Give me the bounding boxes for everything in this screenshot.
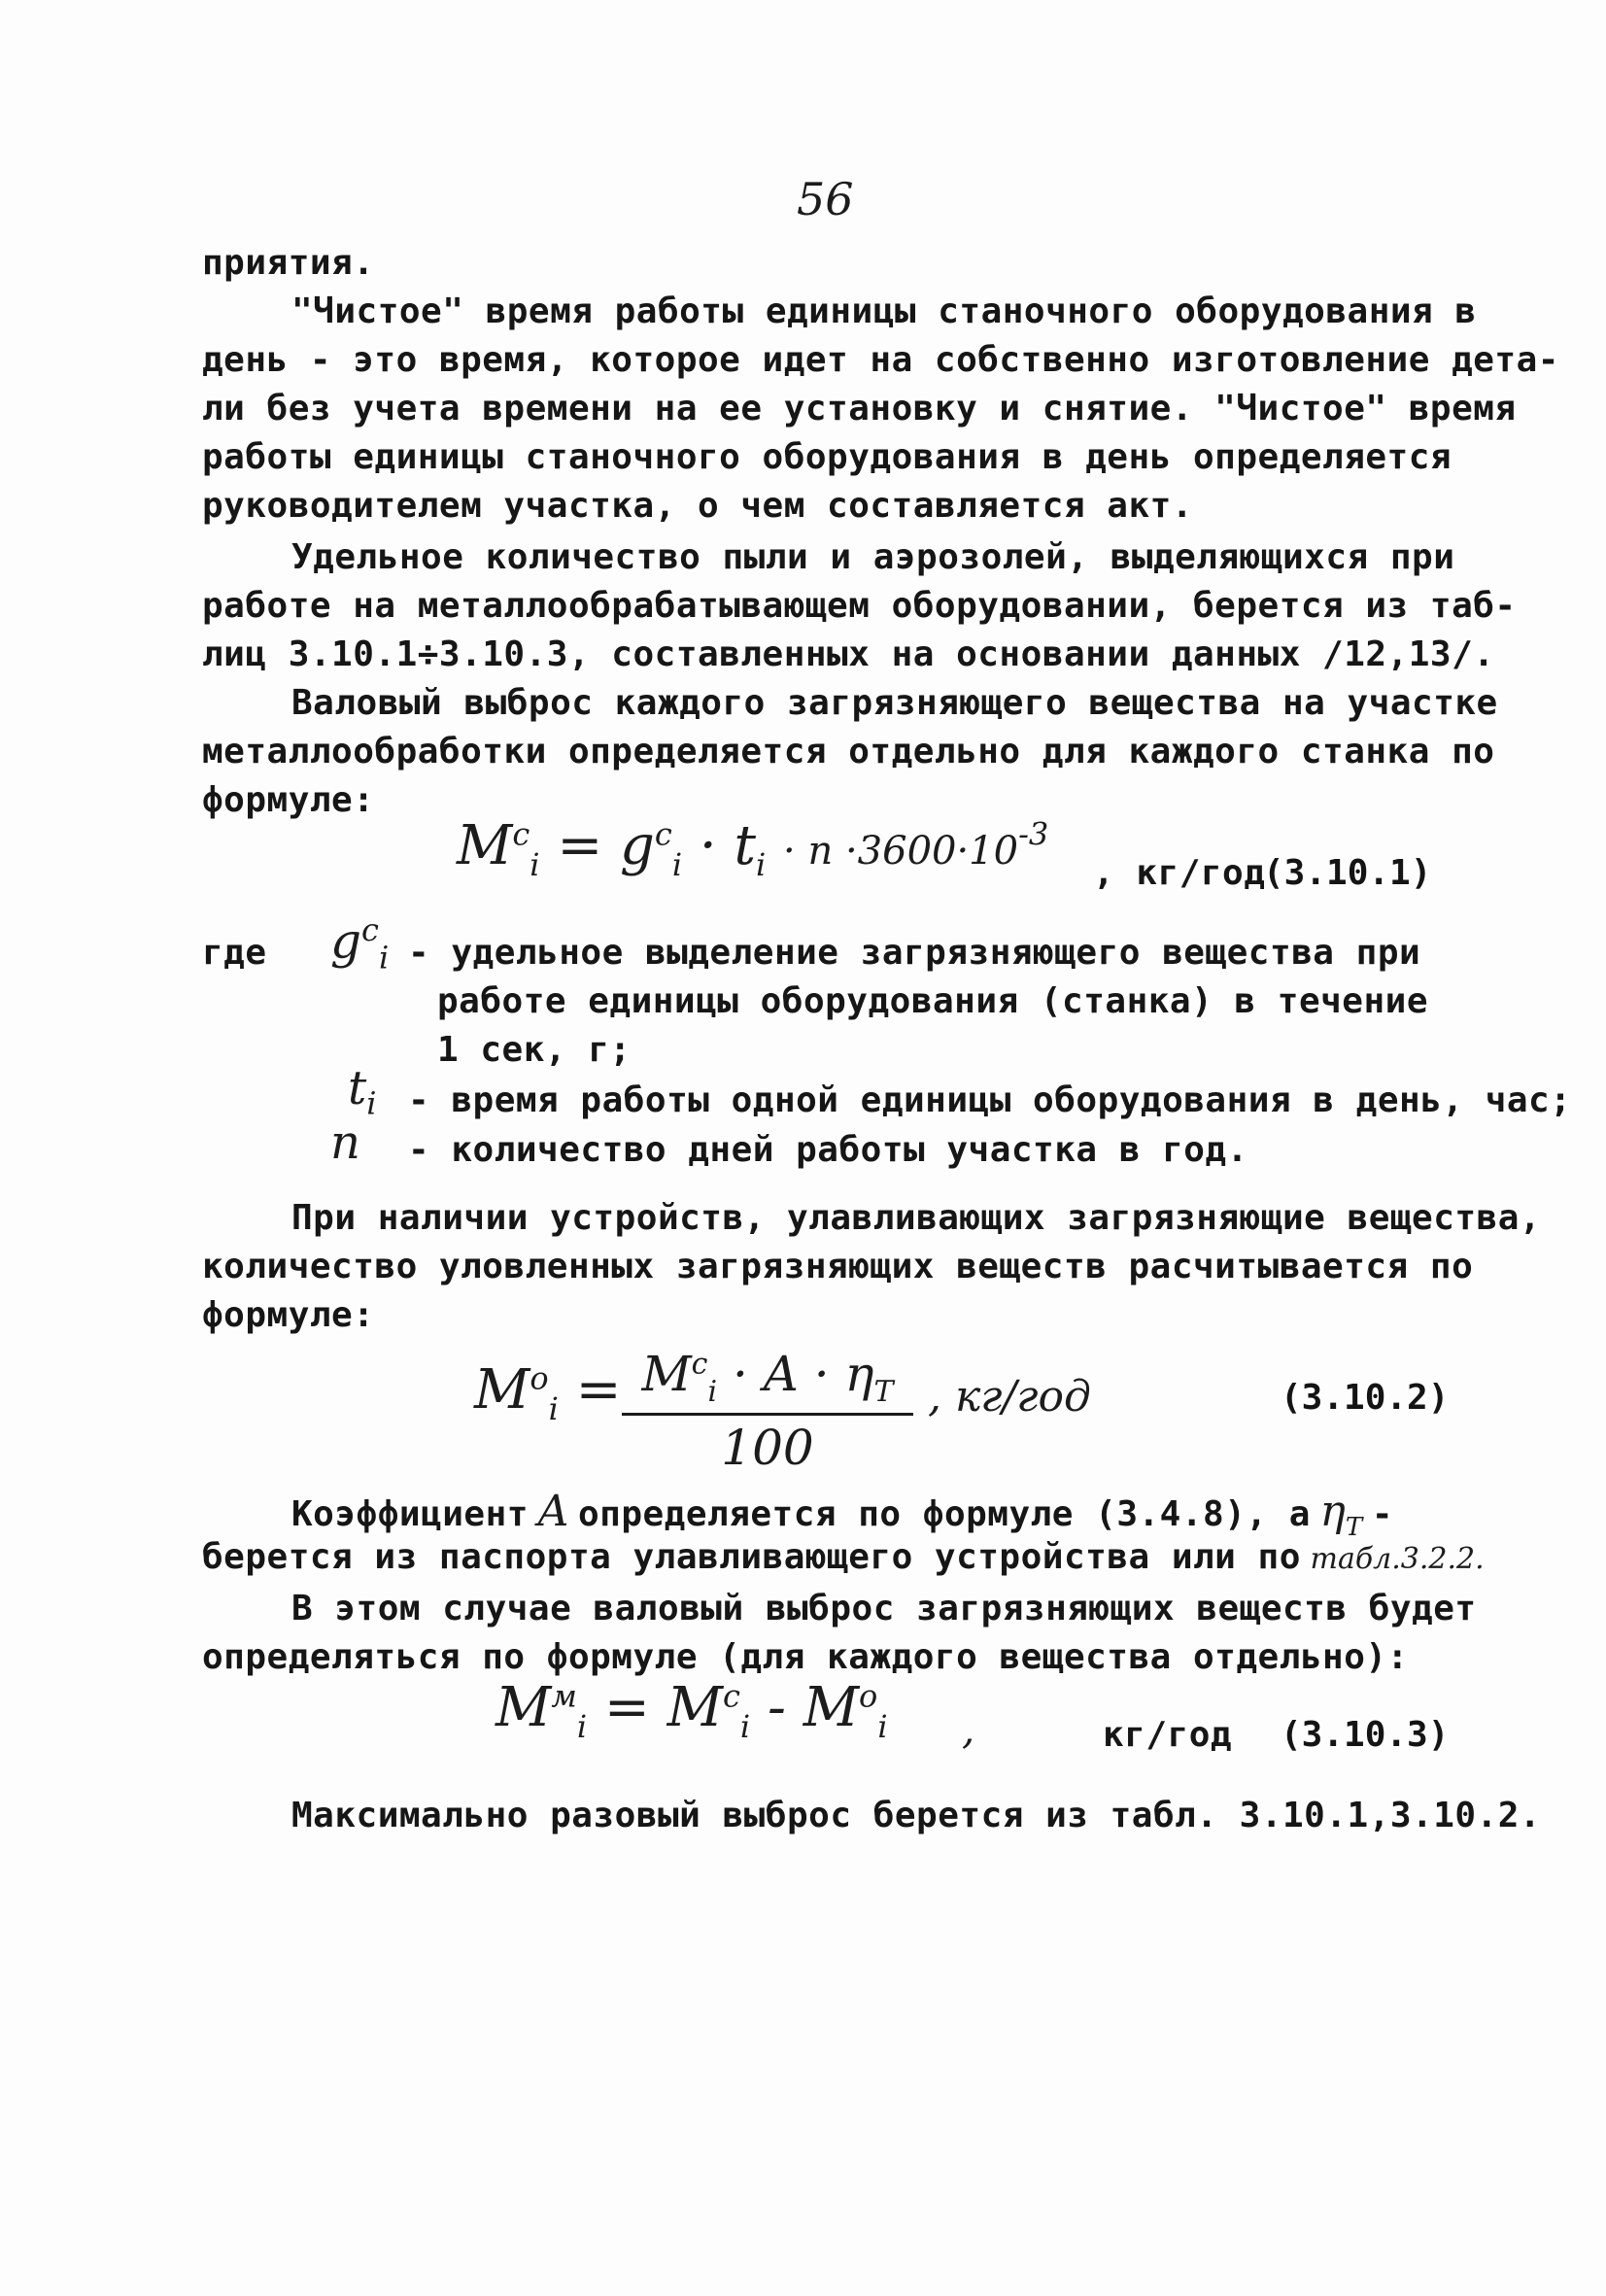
coef-A-symbol: A (537, 1487, 569, 1536)
fraction-denominator: 100 (721, 1420, 814, 1476)
formula-unit: кг/год (1103, 1715, 1233, 1755)
formula-subscript: i (756, 846, 767, 884)
where-label: где (202, 933, 267, 973)
where-definition-line: 1 сек, г; (437, 1030, 632, 1070)
formula-3-10-2-fraction (622, 1346, 913, 1476)
handwritten-table-ref: табл.3.2.2. (1310, 1542, 1485, 1576)
where-symbol-n: n (330, 1115, 360, 1170)
where-definition-line: - время работы одной единицы оборудования в день, час; (408, 1080, 1572, 1120)
paragraph-line: ли без учета времени на ее установку и снятие. "Чистое" время (202, 389, 1517, 428)
formula-symbol: M (457, 814, 513, 877)
formula-3-10-2-lhs: $M^o_i$ = (474, 1358, 622, 1428)
paragraph-line: Валовый выброс каждого загрязняющего вещества на участке (291, 683, 1498, 723)
coef-eta-symbol: $\eta_T$ (1319, 1487, 1363, 1542)
paragraph-line: формуле: (202, 1295, 375, 1335)
paragraph-line: "Чистое" время работы единицы станочного оборудования в (291, 291, 1477, 331)
equation-number: (3.10.2) (1281, 1378, 1450, 1418)
paragraph-line: формуле: (202, 780, 375, 820)
paragraph-line: руководителем участка, о чем составляется акт. (202, 486, 1193, 526)
formula-symbol: t (734, 814, 756, 877)
paragraph-line: день - это время, которое идет на собственно изготовление дета- (202, 340, 1559, 380)
paragraph-line: металлообработки определяется отдельно для каждого станка по (202, 732, 1495, 771)
formula-unit: , кг/год (928, 1372, 1091, 1422)
formula-comma: , (962, 1705, 975, 1753)
paragraph-line: В этом случае валовый выброс загрязняющих веществ будет (291, 1589, 1477, 1628)
where-definition-line: - количество дней работы участка в год. (408, 1130, 1248, 1170)
paragraph-line: работе на металлообрабатывающем оборудовании, берется из таб- (202, 586, 1517, 626)
where-definition-line: работе единицы оборудования (станка) в течение (437, 981, 1428, 1021)
formula-superscript: c (654, 815, 672, 853)
where-symbol-t: $t_i$ (348, 1061, 377, 1122)
formula-subscript: i (671, 846, 683, 884)
formula-symbol: g (620, 814, 655, 877)
formula-superscript: c (512, 815, 530, 853)
formula-3-10-3: $M^м_i = M^c_i - M^o_i$ (495, 1676, 888, 1746)
paragraph-line: лиц 3.10.1÷3.10.3, составленных на основании данных /12,13/. (202, 634, 1495, 674)
paragraph-line: При наличии устройств, улавливающих загрязняющие вещества, (291, 1198, 1542, 1238)
formula-exponent: -3 (1018, 815, 1049, 853)
fraction-bar (622, 1413, 913, 1416)
where-definition-line: - удельное выделение загрязняющего вещества при (408, 933, 1421, 973)
equation-number: (3.10.1) (1263, 853, 1432, 893)
paragraph-line: Максимально разовый выброс берется из табл. 3.10.1,3.10.2. (291, 1796, 1542, 1835)
formula-term: · n ·3600·10 (783, 829, 1019, 874)
paragraph-line: определяться по формуле (для каждого вещества отдельно): (202, 1637, 1409, 1677)
coefficient-line: Коэффициент A определяется по формуле (3.4.8), а $\eta_T$ - (291, 1487, 1394, 1542)
paragraph-continuation: приятия. (202, 243, 375, 283)
paragraph-line: количество уловленных загрязняющих веществ расчитывается по (202, 1247, 1474, 1286)
equation-number: (3.10.3) (1281, 1715, 1450, 1755)
formula-subscript: i (530, 846, 540, 884)
formula-3-10-1: $M^c_i = g^c_i \cdot t_i \cdot n \cdot 3600\cdot 10^{-3}$ (457, 814, 1049, 884)
formula-unit: , кг/год (1093, 853, 1266, 893)
fraction-numerator: $M^c_i \cdot A \cdot \eta_T$ (641, 1346, 894, 1409)
page-number: 56 (797, 173, 854, 225)
where-symbol-g: $g^c_i$ (330, 911, 390, 977)
coefficient-line: берется из паспорта улавливающего устройства или по табл.3.2.2. (202, 1537, 1485, 1577)
paragraph-line: Удельное количество пыли и аэрозолей, выделяющихся при (291, 537, 1455, 577)
paragraph-line: работы единицы станочного оборудования в день определяется (202, 437, 1452, 477)
